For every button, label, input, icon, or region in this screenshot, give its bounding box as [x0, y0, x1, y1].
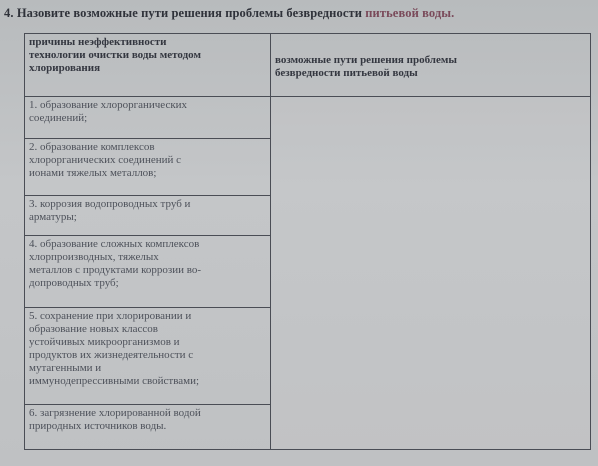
header-solutions-line: возможные пути решения проблемы [275, 54, 457, 66]
cause-text: 5. сохранение при хлорировании и [29, 310, 192, 322]
header-causes [25, 34, 271, 97]
header-solutions-line: безвредности питьевой воды [275, 67, 418, 79]
cause-text: арматуры; [29, 211, 77, 223]
cause-text: 6. загрязнение хлорированной водой [29, 407, 201, 419]
header-solutions [271, 34, 591, 97]
cause-text: 4. образование сложных комплексов [29, 238, 200, 250]
header-causes-line: причины неэффективности [29, 36, 167, 48]
task-heading-main: Назовите возможные пути решения проблемы безвредности [16, 6, 363, 20]
cause-text: 2. образование комплексов [29, 141, 155, 153]
cause-cell [25, 405, 271, 450]
cause-cell [25, 196, 271, 236]
cause-text: мутагенными и [29, 362, 102, 374]
cause-text: хлорпроизводных, тяжелых [29, 251, 159, 263]
cause-cell [25, 308, 271, 405]
cause-cell [25, 97, 271, 139]
table-row [25, 97, 591, 139]
cause-text: хлорорганических соединений с [29, 154, 182, 166]
cause-text: устойчивых микроорганизмов и [29, 336, 180, 348]
header-causes-line: технологии очистки воды методом [29, 49, 201, 61]
cause-text: 1. образование хлорорганических [29, 99, 188, 111]
task-heading [4, 6, 454, 21]
cause-text: иммунодепрессивными свойствами; [29, 375, 200, 387]
task-number: 4. [4, 6, 14, 20]
cause-text: 3. коррозия водопроводных труб и [29, 198, 191, 210]
task-heading-highlight: питьевой воды. [365, 6, 455, 20]
cause-cell [25, 139, 271, 196]
cause-text: природных источников воды. [29, 420, 167, 432]
table-header-row [25, 34, 591, 97]
header-causes-line: хлорирования [29, 62, 101, 74]
cause-text: продуктов их жизнедеятельности с [29, 349, 194, 361]
solutions-answer-cell[interactable] [271, 97, 591, 450]
cause-text: ионами тяжелых металлов; [29, 167, 157, 179]
cause-text: металлов с продуктами коррозии во- [29, 264, 202, 276]
cause-text: образование новых классов [29, 323, 158, 335]
solutions-table [24, 33, 591, 450]
cause-text: допроводных труб; [29, 277, 119, 289]
cause-text: соединений; [29, 112, 88, 124]
cause-cell [25, 236, 271, 308]
